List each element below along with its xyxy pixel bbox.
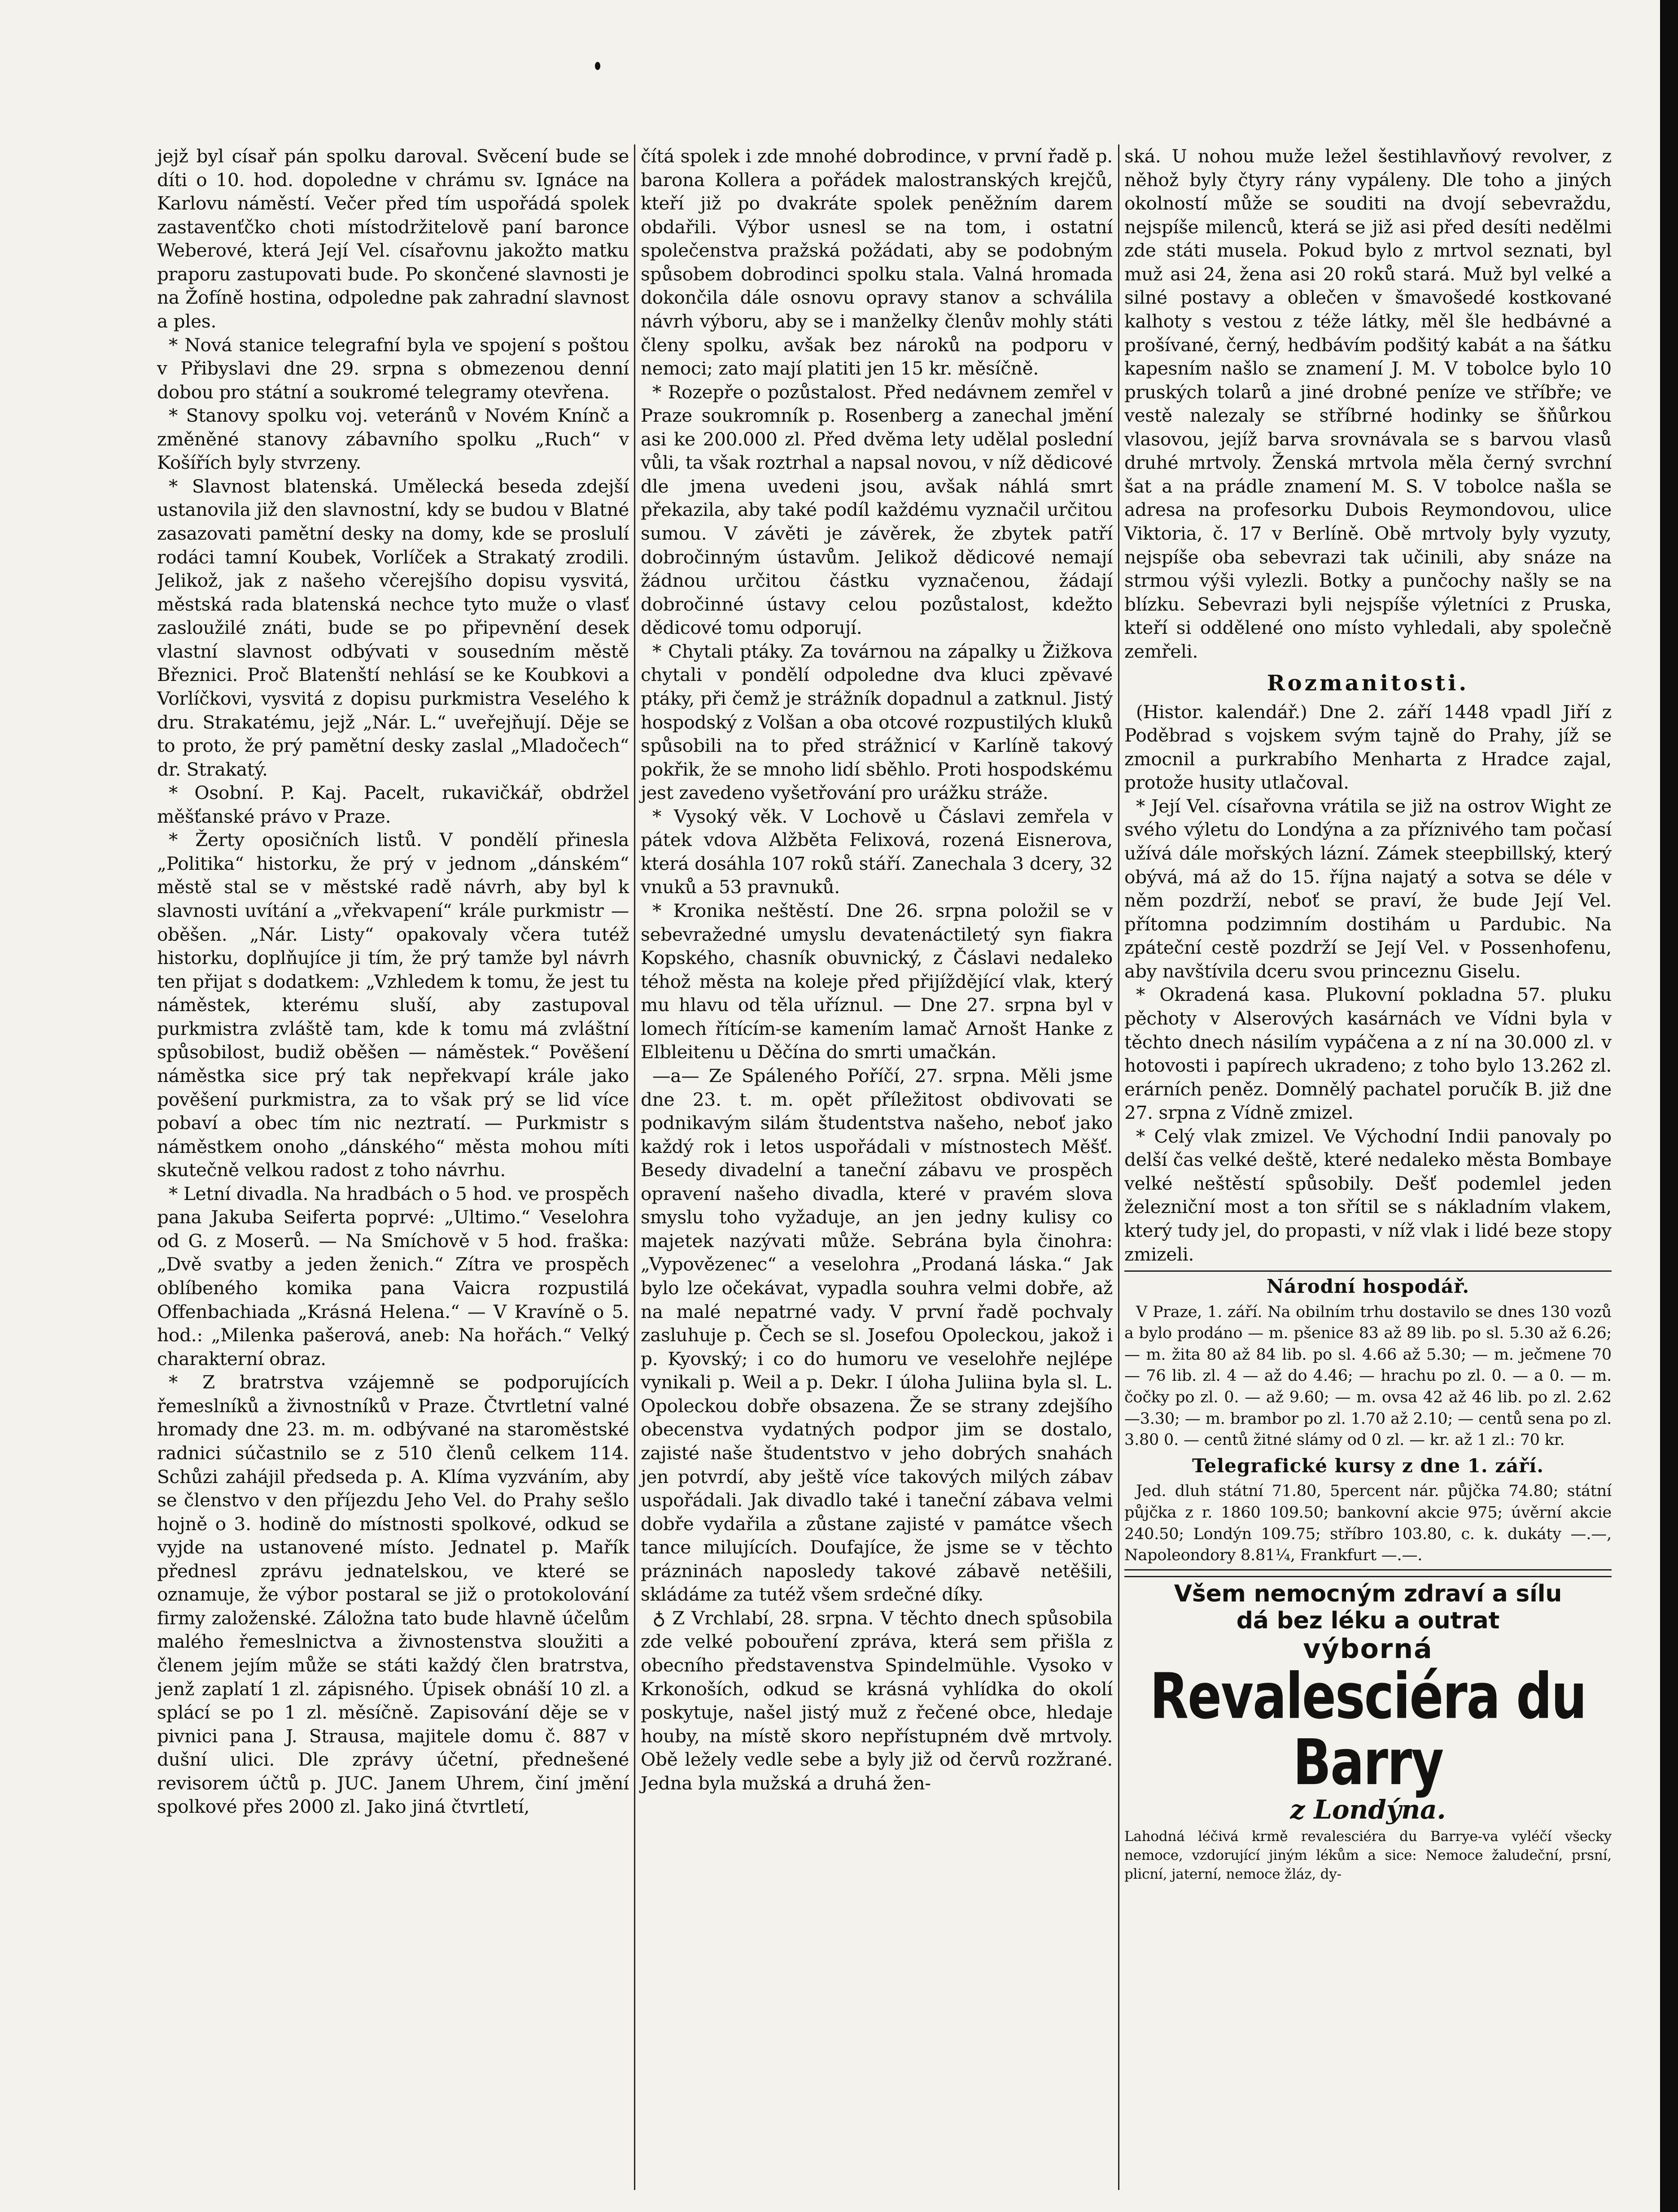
article-paragraph: * Okradená kasa. Plukovní pokladna 57. pluku pěchoty v Alserových kasárnách ve Vídni byla v těchto dnech násilím vypáčena a z ní na 30.000 zl. v hotovosti i papírech ukradeno; z toho bylo 13.262 zl. erárních peněz. Domnělý pachatel poručík B. již dne 27. srpna z Vídně zmizel. [1124,984,1612,1124]
column-rule-1 [634,144,635,2190]
section-heading-kursy: Telegrafické kursy z dne 1. září. [1192,1454,1544,1477]
ad-adjective: výborná [1303,1633,1433,1665]
article-paragraph: ♁ Z Vrchlabí, 28. srpna. V těchto dnech spůsobila zde velké pobouření zpráva, která sem přišla z obecního představenstva Spindelmühle. Vysoko v Krkonoších, odkud se krásná vyhlídka do okolí poskytuje, našel jistý muž z řečené obce, hledaje houby, na místě skoro nepřístupném dvě mrtvoly. Obě ležely vedle sebe a byly již od červů rozžrané. Jedna byla mužská a druhá žen- [641,1607,1113,1794]
ad-headline: Všem nemocným zdraví a sílu [1174,1580,1562,1607]
ad-brand: Revalesciéra du Barry [1149,1660,1586,1799]
section-heading-hospodar: Národní hospodář. [1266,1275,1470,1298]
advertisement [1124,1576,1612,1884]
article-paragraph: * Vysoký věk. V Lochově u Čáslavi zemřela v pátek vdova Alžběta Felixová, rozená Eisnerova, která dosáhla 107 roků stáří. Zanechala 3 dcery, 32 vnuků a 53 pravnuků. [641,805,1113,898]
article-paragraph: * Stanovy spolku voj. veteránů v Novém Knínč a změněné stanovy zábavního spolku „Ruch“ v Košířích byly stvrzeny. [157,405,629,474]
article-paragraph: * Rozepře o pozůstalost. Před nedávnem zemřel v Praze soukromník p. Rosenberg a zanechal jmění asi ke 200.000 zl. Před dvěma lety udělal poslední vůli, ta však roztrhal a napsal novou, v níž dědicové dle jmena uvedeni jsou, avšak náhlá smrt překazila, aby také podíl každému vyznačil určitou sumou. V závěti je závěrek, že zbytek patří dobročinným ústavům. Jelikož dědicové nemají žádnou určitou částku vyznačenou, žádají dobročinné ústavy celou pozůstalost, kdežto dědicové tomu odporují. [641,381,1113,639]
section-heading-rozmanitosti: Rozmanitosti. [1267,671,1469,696]
article-paragraph: * Slavnost blatenská. Umělecká beseda zdejší ustanovila již den slavnostní, kdy se budou v Blatné zasazovati pamětní desky na domy, kde se proslulí rodáci tamní Koubek, Vorlíček a Strakatý zrodili. Jelikož, jak z našeho včerejšího dopisu vysvitá, městská rada blatenská nechce tyto muže o vlasť zasloužilé znáti, bude se po připevnění desek vlastní slavnost odbývati v sousedním městě Březnici. Proč Blatenští nehlásí se ke Koubkovi a Vorlíčkovi, vysvitá z dopisu purkmistra Veselého k dru. Strakatému, jejž „Nár. L.“ uveřejňují. Děje se to proto, že prý pamětní desky zaslal „Mladočech“ dr. Strakatý. [157,475,629,780]
economy-box [1124,1270,1612,1571]
article-paragraph: (Histor. kalendář.) Dne 2. září 1448 vpadl Jiří z Poděbrad s vojskem svým tajně do Prahy, jíž se zmocnil a purkrabího Menharta z Hradce zajal, protože husity utlačoval. [1124,701,1612,794]
article-paragraph: * Nová stanice telegrafní byla ve spojení s poštou v Přibyslavi dne 29. srpna s obmezenou denní dobou pro státní a soukromé telegramy otevřena. [157,334,629,403]
exchange-rates: Jed. dluh státní 71.80, 5percent nár. půjčka 74.80; státní půjčka z r. 1860 109.50; bankovní akcie 975; úvěrní akcie 240.50; Londýn 109.75; stříbro 103.80, c. k. dukáty —.—, Napoleondory 8.81¼, Frankfurt —.—. [1124,1482,1612,1565]
market-report: V Praze, 1. září. Na obilním trhu dostavilo se dnes 130 vozů a bylo prodáno — m. pšenice 83 až 89 lib. po sl. 5.30 až 6.26; — m. žita 80 až 84 lib. po sl. 4.66 až 5.30; — m. ječmene 70 — 76 lib. zl. 4 — až do 4.46; — hrachu po zl. 0. — a 0. — m. čočky po zl. 0. — až 9.60; — m. ovsa 42 až 46 lib. po zl. 2.62—3.30; — m. brambor po zl. 1.70 až 2.10; — centů sena po zl. 3.80 0. — centů žitné slámy od 0 zl. — kr. až 1 zl.: 70 kr. [1124,1303,1612,1449]
column-2 [641,144,1113,1795]
article-paragraph: * Její Vel. císařovna vrátila se již na ostrov Wight ze svého výletu do Londýna a za příznivého tam počasí užívá dále mořských lázní. Zámek steepbillský, který obývá, má až do 15. října najatý a sotva se déle v něm pozdrží, neboť se praví, že bude Její Vel. přítomna podzimním dostihám u Pardubic. Na zpáteční cestě pozdrží se Její Vel. v Possenhofenu, aby navštívila dceru svou princeznu Giselu. [1124,795,1612,982]
article-paragraph: * Osobní. P. Kaj. Pacelt, rukavičkář, obdržel měšťanské právo v Praze. [157,782,629,827]
article-paragraph: * Celý vlak zmizel. Ve Východní Indii panovaly po delší čas velké deště, které nedaleko města Bombaye velké neštěstí spůsobily. Dešť podemlel jeden železniční most a ton sřítil se s nákladním vlakem, který tudy jel, do propasti, v níž vlak i lidé beze stopy zmizeli. [1124,1125,1612,1265]
article-paragraph: —a— Ze Spáleného Poříčí, 27. srpna. Měli jsme dne 23. t. m. opět příležitost obdivovati se podnikavým silám študentstva našeho, neboť jako každý rok i letos uspořádali v místnostech Měšť. Besedy divadelní a taneční zábavu ve prospěch opravení našeho divadla, které v pravém slova smyslu toho vyžaduje, an jen jedny kulisy co majetek nazývati může. Sebrána byla činohra: „Vypovězenec“ a veselohra „Prodaná láska.“ Jak bylo lze očekávat, vypadla souhra velmi dobře, až na malé nepatrné vady. V první řadě pochvaly zasluhuje p. Čech se sl. Josefou Opoleckou, jakož i p. Kyovský; i co do humoru ve veselohře nejlépe vynikali p. Weil a p. Dekr. I úloha Juliina byla sl. L. Opoleckou dobře obsazena. Že se strany zdejšího obecenstva vydatných podpor jim se dostalo, zajisté naše študentstvo v jeho dobrých snahách jen potvrdí, aby ještě více takových milých zábav uspořádali. Jak divadlo také i taneční zábava velmi dobře vydařila a zůstane zajisté v památce všech tance milujících. Doufajíce, že jsme se v těchto prázninách naposledy takové zábavě netěšili, skládáme za tutéž všem srdečné díky. [641,1065,1113,1606]
article-paragraph: * Z bratrstva vzájemně se podporujících řemeslníků a živnostníků v Praze. Čtvrtletní valné hromady dne 23. m. m. odbývané na staroměstské radnici súčastnilo se z 510 členů celkem 114. Schůzi zahájil předseda p. A. Klíma vyzváním, aby se členstvo v den příjezdu Jeho Vel. do Prahy sešlo hojně o 3. hodině do místnosti spolkové, odkud se vyjde na ustanovené místo. Jednatel p. Mařík přednesl zprávu jednatelskou, ve které se oznamuje, že výbor postaral se již o protokolování firmy založenské. Záložna tato bude hlavně účelům malého řemeslnictva a živnostenstva sloužiti a členem jejím může se státi každý člen bratrstva, jenž zaplatí 1 zl. zápisného. Úpisek obnáší 10 zl. a splácí se po 1 zl. měsíčně. Zapisování děje se v pivnici pana J. Strausa, majitele domu č. 887 v dušní ulici. Dle zprávy účetní, přednešené revisorem účtů p. JUC. Janem Uhrem, činí jmění spolkové přes 2000 zl. Jako jiná čtvrtletí, [157,1371,629,1818]
article-paragraph: čítá spolek i zde mnohé dobrodince, v první řadě p. barona Kollera a pořádek malostranských krejčů, kteří již po dvakráte spolek peněžním darem obdařili. Výbor usnesl se na tom, i ostatní společenstva pražská požádati, aby se podobným spůsobem dobrodinci spolku stala. Valná hromada dokončila dále osnovu opravy stanov a schválila návrh výboru, aby se i manželky členův mohly státi členy spolku, avšak bez nároků na podporu v nemoci; zato mají platiti jen 15 kr. měsíčně. [641,145,1113,380]
article-paragraph: * Letní divadla. Na hradbách o 5 hod. ve prospěch pana Jakuba Seiferta poprvé: „Ultimo.“ Veselohra od G. z Moserů. — Na Smíchově v 5 hod. fraška: „Dvě svatby a jeden ženich.“ Zítra ve prospěch oblíbeného komika pana Vaicra rozpustilá Offenbachiada „Krásná Helena.“ — V Kravíně o 5. hod.: „Milenka pašerová, aneb: Na hořách.“ Velký charakterní obraz. [157,1182,629,1370]
article-paragraph: * Žerty oposičních listů. V pondělí přinesla „Politika“ historku, že prý v jednom „dánském“ městě stal se v městské radě návrh, aby byl k slavnosti uvítání a „vřekvapení“ krále purkmistr — oběšen. „Nár. Listy“ opakovaly včera tutéž historku, doplňujíce ji tím, že prý tamže byl návrh ten přijat s dodatkem: „Vzhledem k tomu, že jest tu náměstek, kterému sluší, aby zastupoval purkmistra zvláště tam, kde k tomu má zvláštní spůsobilost, budiž oběšen — náměstek.“ Pověšení náměstka sice prý tak nepřekvapí krále jako pověšení purkmistra, za to však prý se lid více pobaví a obec tím nic neztratí. — Purkmistr s náměstkem onoho „dánského“ města mohou míti skutečně velkou radost z toho návrhu. [157,829,629,1181]
article-paragraph: jejž byl císař pán spolku daroval. Svěcení bude se díti o 10. hod. dopoledne v chrámu sv. Ignáce na Karlovu náměstí. Večer před tím uspořádá spolek zastavenťčko choti místodržitelově paní baronce Weberové, která Její Vel. císařovnu jakožto matku praporu zastupovati bude. Po skončené slavnosti je na Žofíně hostina, odpoledne pak zahradní slavnost a ples. [157,145,629,332]
column-1 [157,144,629,1819]
scan-edge [1660,0,1678,2212]
article-paragraph: * Chytali ptáky. Za továrnou na zápalky u Žižkova chytali v pondělí odpoledne dva kluci zpěvavé ptáky, při čemž je strážník dopadnul a zatknul. Jistý hospodský z Volšan a oba otcové rozpustilých kluků spůsobili na to před strážnicí v Karlíně takový pokřik, že se mnoho lidí sběhlo. Proti hospodskému jest zavedeno vyšetřování pro urážku stráže. [641,640,1113,804]
column-3 [1124,144,1612,1884]
article-paragraph: * Kronika neštěstí. Dne 26. srpna položil se v sebevražedné umyslu devatenáctiletý syn fiakra Kopského, chasník obuvnický, z Čáslavi nedaleko téhož města na koleje před přijíždějící vlak, který mu hlavu od těla uříznul. — Dne 27. srpna byl v lomech řítícím-se kamením lamač Arnošt Hanke z Elbleitenu u Děčína do smrti umačkán. [641,900,1113,1063]
column-rule-2 [1118,144,1119,2190]
ad-subline: dá bez léku a outrat [1236,1607,1500,1634]
ad-description: Lahodná léčivá krmě revalesciéra du Barrye-va vyléčí všecky nemoce, vzdorující jiným lékům a sice: Nemoce žaludeční, prsní, plicní, jaterní, nemoce žláz, dy- [1124,1828,1612,1882]
article-paragraph: ská. U nohou muže ležel šestihlavňový revolver, z něhož byly čtyry rány vypáleny. Dle toho a jiných okolností může se souditi na dvojí sebevraždu, nejspíše milenců, která se již asi před desíti nedělmi zde státi musela. Pokud bylo z mrtvol seznati, byl muž asi 24, žena asi 20 roků stará. Muž byl velké a silné postavy a oblečen v šmavošedé kostkované kalhoty s vestou z téže látky, měl šle hedbávné a prošívané, černý, hedbávím podšitý kabát a na šátku kapesním našlo se znamení J. M. V tobolce bylo 10 pruských tolarů a jiné drobné peníze ve stříbře; ve vestě nalezaly se stříbrné hodinky se šňůrkou vlasovou, jejíž barva srovnávala se s barvou vlasů druhé mrtvoly. Ženská mrtvola měla černý svrchní šat a na prádle znamení M. S. V tobolce našla se adresa na profesorku Dubois Reymondovou, ulice Viktoria, č. 17 v Berlíně. Obě mrtvoly byly vyzuty, nejspíše oba sebevrazi tak učinili, aby snáze na strmou výši vylezli. Botky a punčochy našly se na blízku. Sebevrazi byli nejspíše výletníci z Pruska, kteří si oddělené ono místo vyhledali, aby společně zemřeli. [1124,145,1612,662]
printer-dot [595,62,600,70]
ad-city: z Londýna. [1290,1794,1446,1825]
